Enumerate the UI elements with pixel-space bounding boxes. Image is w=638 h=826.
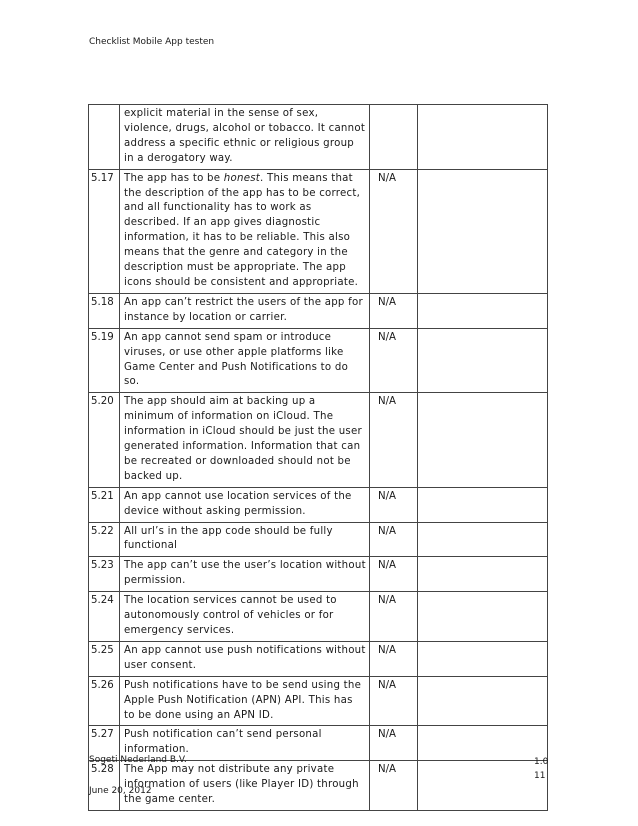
row-status: N/A [370,393,418,487]
row-number: 5.28 [89,761,120,811]
row-notes [418,169,548,293]
row-number: 5.27 [89,726,120,761]
row-description: explicit material in the sense of sex, violence, drugs, alcohol or tobacco. It cannot address a specific ethnic or religious group in a derogatory way. [120,105,370,170]
table-row [89,293,548,328]
checklist-table-body [89,105,548,811]
row-number [89,105,120,170]
row-notes [418,676,548,726]
row-description: The App may not distribute any private information of users (like Player ID) through the game center. [120,761,370,811]
row-notes [418,641,548,676]
row-status [370,105,418,170]
page-header-title: Checklist Mobile App testen [89,37,215,47]
row-status: N/A [370,169,418,293]
row-number: 5.24 [89,592,120,642]
table-row [89,641,548,676]
table-row [89,761,548,811]
row-description: The location services cannot be used to autonomously control of vehicles or for emergency services. [120,592,370,642]
row-number: 5.22 [89,522,120,557]
table-row [89,487,548,522]
row-description: An app can’t restrict the users of the app for instance by location or carrier. [120,293,370,328]
row-status: N/A [370,641,418,676]
table-row [89,557,548,592]
row-status: N/A [370,592,418,642]
row-notes [418,726,548,761]
footer-date: June 20, 2012 [89,786,152,796]
table-row [89,592,548,642]
row-description: The app can’t use the user’s location without permission. [120,557,370,592]
table-row [89,676,548,726]
row-status: N/A [370,676,418,726]
row-description: An app cannot send spam or introduce viruses, or use other apple platforms like Game Center and Push Notifications to do so. [120,328,370,393]
row-notes [418,592,548,642]
row-notes [418,105,548,170]
row-notes [418,522,548,557]
row-number: 5.19 [89,328,120,393]
row-description: An app cannot use location services of the device without asking permission. [120,487,370,522]
table-row [89,393,548,487]
row-status: N/A [370,761,418,811]
row-number: 5.25 [89,641,120,676]
footer-version-page [534,755,548,783]
row-status: N/A [370,487,418,522]
table-row [89,105,548,170]
row-description: Push notifications have to be send using the Apple Push Notification (APN) API. This has to be done using an APN ID. [120,676,370,726]
row-number: 5.18 [89,293,120,328]
row-status: N/A [370,522,418,557]
row-status: N/A [370,293,418,328]
row-description: Push notification can’t send personal information. [120,726,370,761]
row-notes [418,761,548,811]
row-status: N/A [370,328,418,393]
row-description: The app should aim at backing up a minimum of information on iCloud. The information in iCloud should be just the user generated information. Information that can be recreated or downloaded should not be backed up. [120,393,370,487]
row-number: 5.23 [89,557,120,592]
row-notes [418,328,548,393]
table-row [89,328,548,393]
row-number: 5.17 [89,169,120,293]
row-notes [418,393,548,487]
row-description: An app cannot use push notifications without user consent. [120,641,370,676]
footer-page-number: 11 [534,771,546,781]
checklist-table [88,104,548,811]
row-number: 5.21 [89,487,120,522]
row-number: 5.20 [89,393,120,487]
table-row [89,522,548,557]
row-description: The app has to be honest. This means that the description of the app has to be correct, and all functionality has to work as described. If an app gives diagnostic information, it has to be reliable. This also means that the genre and category in the description must be appropriate. The app icons should be consistent and appropriate. [120,169,370,293]
row-notes [418,293,548,328]
row-status: N/A [370,726,418,761]
row-notes [418,487,548,522]
row-number: 5.26 [89,676,120,726]
row-description: All url’s in the app code should be fully functional [120,522,370,557]
footer-version: 1.0 [534,757,549,767]
footer-company: Sogeti Nederland B.V. [89,755,187,765]
row-status: N/A [370,557,418,592]
table-row [89,169,548,293]
row-notes [418,557,548,592]
